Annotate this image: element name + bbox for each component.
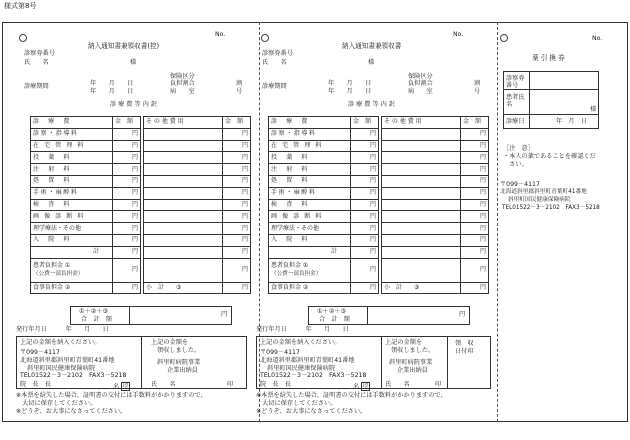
ticket-title: 薬 引 換 券 [532, 54, 565, 62]
fee-col-header: 診 療 費 [31, 117, 113, 129]
total-box: ①＋②＋③ 合 計 額 円 [70, 306, 232, 325]
other-fee-table: そ の 他 費 用 金 額 円 円 円 円 円 円 円 円 円 円 円 円 小 計 ③ 円 [381, 116, 489, 294]
punch-hole [19, 34, 27, 42]
table-row: 理学療法・その他 円 [269, 223, 379, 235]
caution-text: ・本人の薬であることを確認くだ [503, 153, 596, 160]
table-row: 診察・指導料 円 [269, 128, 379, 140]
table-row: 画 像 診 断 料 円 [269, 211, 379, 223]
panel-title: 納入通知書兼領収書(控) [88, 42, 160, 50]
seal-mark: 印 [123, 383, 129, 389]
table-row: 画 像 診 断 料 円 [31, 211, 141, 223]
no-label: No. [215, 31, 226, 38]
table-row: 注 射 料 円 [31, 164, 141, 176]
note-line: ※どうぞ、お大事になさってください。 [16, 408, 127, 415]
punch-hole [261, 34, 269, 42]
table-row: 在 宅 管 理 料 円 [31, 140, 141, 152]
table-row: 計 円 [31, 246, 141, 258]
patient-name-label: 患者氏名 [506, 94, 525, 108]
note-line: 大切に保存してください。 [16, 400, 97, 407]
fee-table: 診 療 費 金 額 診察・指導料 円 在 宅 管 理 料 円 投 薬 料 円 注 射 料 円 処 置 料 円 手術・麻酔料 円 検 査 料 円 画 像 診 断 料 円 理学療法・その他 円 入 院 料 円 計 円 患者負担金 ① （公費一部負担金） 円 食事負担金 ② 円 [268, 116, 379, 294]
period-from: 年 月 日 [90, 80, 134, 87]
name-label: 氏 名 [24, 59, 49, 66]
table-row: 手術・麻酔料 円 [31, 187, 141, 199]
period-to: 年 月 日 [90, 88, 134, 95]
form-page: 様式第8号 No. 納入通知書兼領収書(控) 診察券番号 氏 名 様 保険区分 診療期間 年 月 日 年 月 日 負担割合 割 病 室 号 診 療 費 等 内 訳 診 療 費 金 額 診察・指導料 円 在 宅 管 理 料 円 投 薬 料 円 注 射 料 円 処 置 料 円 手術・麻酔料 円 検 査 料 円 画 像 診 断 料 円 理学療法・その他 円 入 院 料 円 計 円 患者負担金 ① （公費一部負担金） 円 食事負担金 ② 円 そ の 他 費 用 金 額 円 円 円 円 円 円 円 円 円 円 円 円 小 計 ③ 円 ①＋②＋③ 合 計 額 円 発行年月日 年 月 日 上記の金額を納入ください。 〒099－4117 北海道斜里郡斜里町青葉町41番地 斜里町国民健康保険病院 TEL01522－3－2102 FAX3－5218 院 長 長 名 印 上記の金額を 領収しました。 斜里町病院事業 企業出納員 氏 名 印 ※本票を紛失した場合、証明書の交付には手数料がかかりますので、 大切に保存してください。 ※どうぞ、お大事になさってください。 No. 納入通知書兼領収書 診察券番号 氏 名 様 保険区分 診療期間 年 月 日 年 月 日 負担割合 割 病 室 号 診 療 費 等 内 訳 診 療 費 金 額 診察・指導料 円 在 宅 管 理 料 円 投 薬 料 円 注 射 料 円 処 置 料 円 手術・麻酔料 円 検 査 料 円 画 像 診 断 料 円 理学療法・その他 円 入 院 料 円 計 円 患者負担金 ① （公費一部負担金） 円 食事負担金 ② 円 そ の 他 費 用 金 額 円 円 円 円 円 円 円 円 円 円 円 円 小 計 ③ 円 ①＋②＋③ 合 計 額 円 発行年月日 年 月 日 上記の金額を納入ください。 〒099－4117 北海道斜里郡斜里町青葉町41番地 斜里町国民健康保険病院 TEL01522－3－2102 FAX3－5218 院 長 長 名 印 上記の金額を 領収しました。 斜里町病院事業 企業出納員 氏 名 印 領 収 日付印 ※本票を紛失した場合、証明書の交付には手数料がかかりますので、 大切に保存してください。 ※どうぞ、お大事になさってください。 No. 薬 引 換 券 診察券番号 患者氏名 様 診療日 年 月 日 ［注 意］ ・本人の薬であることを確認くだ さい。 〒099－4117 北海道斜里郡斜里町青葉町41番地 斜里町国民健康保険病院 TEL01522－3－2102 FAX3－5218 [0, 0, 630, 440]
section-title: 診 療 費 等 内 訳 [110, 101, 157, 108]
patient-burden-row: 患者負担金 ① （公費一部負担金） 円 [31, 258, 141, 282]
table-row: 処 置 料 円 [31, 175, 141, 187]
form-number: 様式第8号 [4, 2, 37, 10]
issue-date: 発行年月日 年 月 日 [16, 326, 109, 333]
other-fee-table: そ の 他 費 用 金 額 円 円 円 円 円 円 円 円 円 円 円 円 小 計 ③ 円 [143, 116, 251, 294]
other-col-header: そ の 他 費 用 [144, 117, 223, 129]
ward-suffix: 号 [236, 88, 243, 95]
amount-col-header: 金 額 [113, 117, 141, 129]
sama-label: 様 [130, 59, 137, 66]
punch-hole [500, 34, 508, 42]
table-row: 注 射 料 円 [269, 164, 379, 176]
director-label: 院 長 長 [20, 381, 51, 388]
table-row: 在 宅 管 理 料 円 [269, 140, 379, 152]
subtotal-label: 小 計 ③ [144, 282, 223, 294]
ticket-number-label: 診察券番号 [24, 50, 55, 57]
visit-date-label: 診療日 [506, 118, 525, 125]
note-line: ※本票を紛失した場合、証明書の交付には手数料がかかりますので、 [16, 392, 207, 399]
table-row: 検 査 料 円 [31, 199, 141, 211]
table-row: 投 薬 料 円 [269, 152, 379, 164]
table-row: 検 査 料 円 [269, 199, 379, 211]
table-row: 入 院 料 円 [31, 234, 141, 246]
table-row: 投 薬 料 円 [31, 152, 141, 164]
payment-box: 上記の金額を納入ください。 〒099－4117 北海道斜里郡斜里町青葉町41番地 斜里町国民健康保険病院 TEL01522－3－2102 FAX3－5218 院 長 長 名 印 上記の金額を 領収しました。 斜里町病院事業 企業出納員 氏 名 印 領 収 日付印 [256, 336, 491, 389]
panel-title: 納入通知書兼領収書 [342, 42, 402, 50]
caution-title: ［注 意］ [503, 145, 534, 152]
total-box: ①＋②＋③ 合 計 額 円 [308, 306, 470, 325]
ticket-info-box: 診察券番号 患者氏名 様 診療日 年 月 日 [503, 71, 599, 129]
separator-2 [497, 22, 498, 422]
pay-text: 上記の金額を納入ください。 [20, 339, 101, 346]
meal-row: 食事負担金 ② 円 [31, 282, 141, 294]
receipt-stamp-label: 領 収 日付印 [455, 340, 474, 355]
percent-label: 割 [236, 80, 243, 87]
period-label: 診療期間 [24, 83, 49, 90]
table-row: 処 置 料 円 [269, 175, 379, 187]
total-formula: ①＋②＋③ [79, 308, 109, 315]
burden-label: 負担割合 [170, 80, 195, 87]
table-row: 計 円 [269, 246, 379, 258]
insurance-label: 保険区分 [170, 73, 195, 80]
fee-table [30, 116, 141, 294]
table-row: 診察・指導料 円 [31, 128, 141, 140]
total-label: 合 計 額 [81, 316, 112, 323]
ticket-number-label: 診察券番号 [506, 75, 525, 89]
table-row: 手術・麻酔料 円 [269, 187, 379, 199]
table-row: 入 院 料 円 [269, 234, 379, 246]
table-row: 理学療法・その他 円 [31, 223, 141, 235]
payment-box: 上記の金額を納入ください。 〒099－4117 北海道斜里郡斜里町青葉町41番地 斜里町国民健康保険病院 TEL01522－3－2102 FAX3－5218 院 長 長 名 印 上記の金額を 領収しました。 斜里町病院事業 企業出納員 氏 名 印 [16, 336, 247, 389]
ward-label: 病 室 [170, 88, 195, 95]
